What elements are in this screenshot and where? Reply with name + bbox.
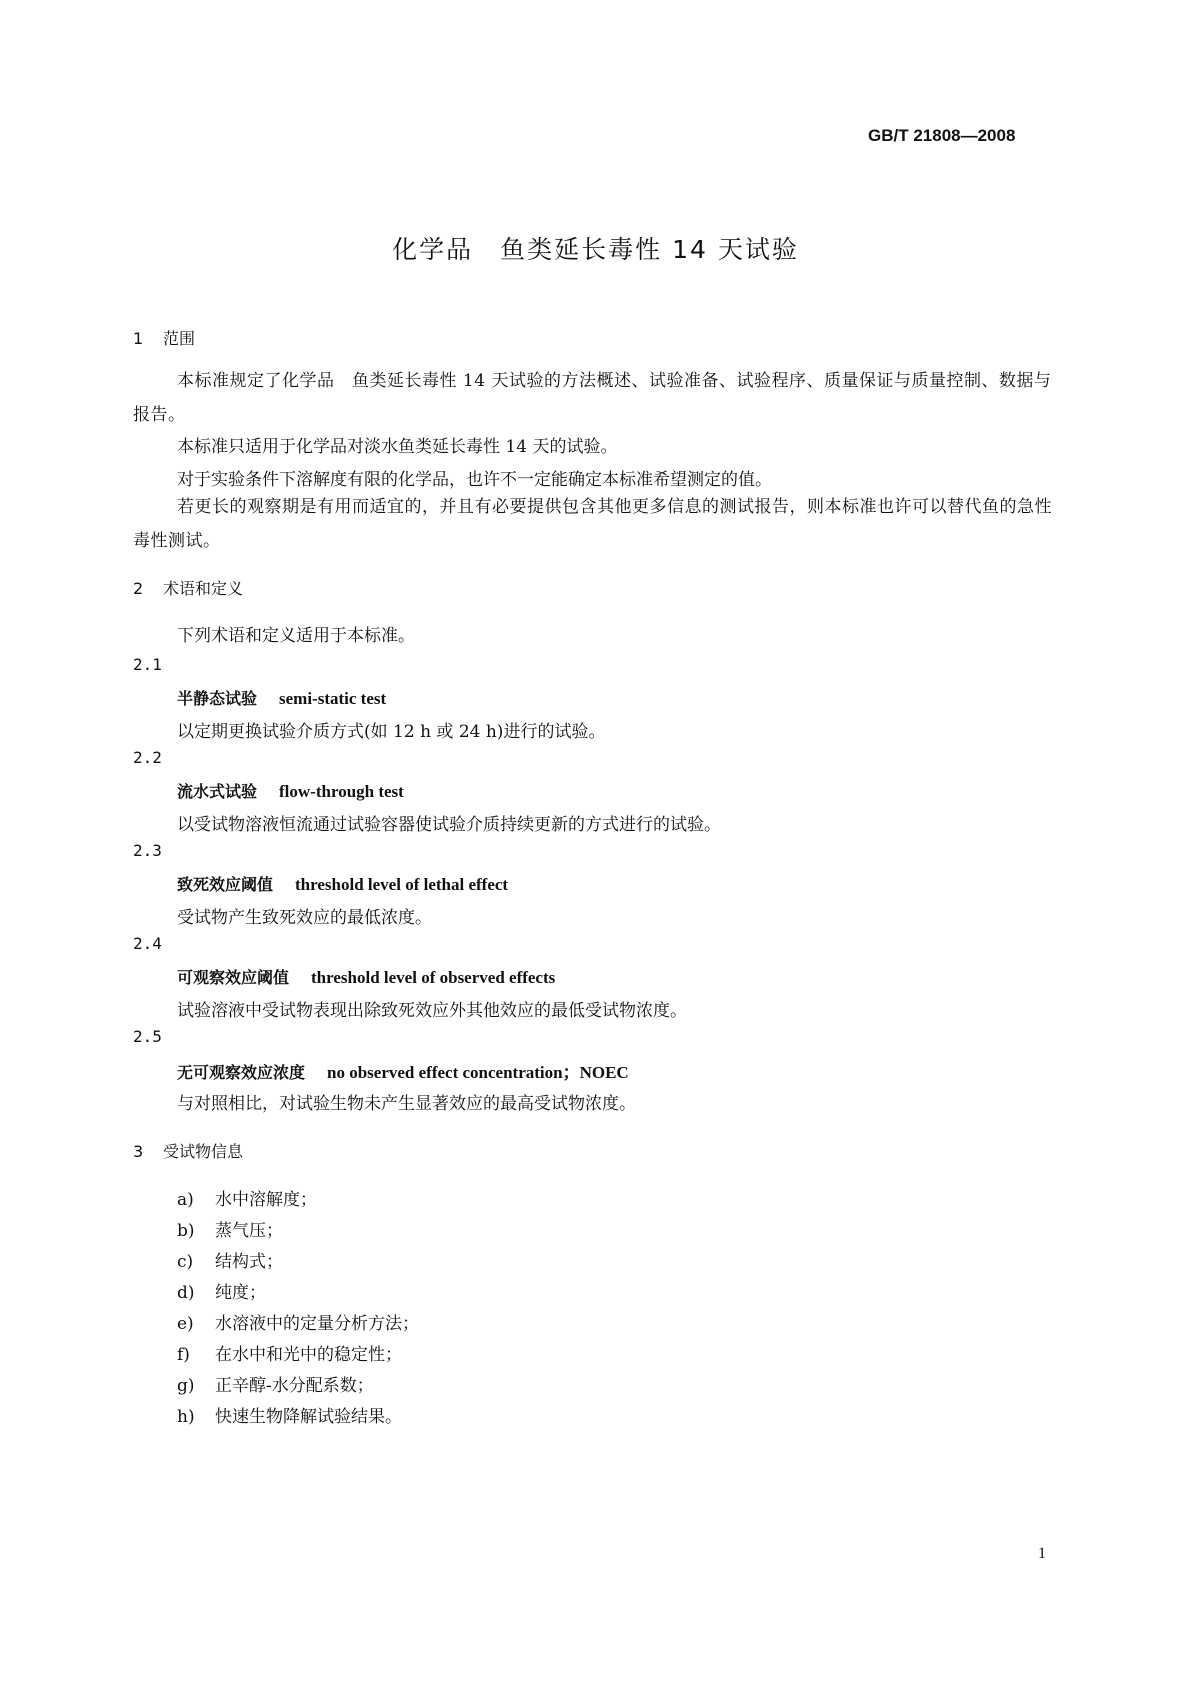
term-english: flow-through test bbox=[279, 782, 404, 801]
term-english: threshold level of lethal effect bbox=[295, 875, 509, 894]
list-item bbox=[177, 1216, 283, 1241]
term-heading bbox=[177, 1058, 629, 1083]
list-item bbox=[177, 1185, 317, 1210]
list-item-text: 正辛醇-水分配系数； bbox=[215, 1376, 374, 1396]
term-heading bbox=[177, 872, 508, 895]
list-item bbox=[177, 1247, 283, 1272]
list-item bbox=[177, 1402, 402, 1427]
term-number: 2.5 bbox=[133, 1027, 162, 1046]
term-english: no observed effect concentration；NOEC bbox=[327, 1063, 629, 1082]
term-definition: 与对照相比，对试验生物未产生显著效应的最高受试物浓度。 bbox=[177, 1094, 636, 1114]
section-title: 范围 bbox=[163, 329, 196, 348]
list-item-label: a) bbox=[177, 1190, 194, 1210]
term-chinese: 流水式试验 bbox=[177, 782, 258, 801]
term-definition: 试验溶液中受试物表现出除致死效应外其他效应的最低受试物浓度。 bbox=[177, 1001, 687, 1021]
term-definition: 以定期更换试验介质方式(如 12 h 或 24 h)进行的试验。 bbox=[177, 722, 606, 742]
section-title: 术语和定义 bbox=[163, 579, 244, 598]
standard-code: GB/T 21808—2008 bbox=[868, 126, 1016, 145]
section-number: 3 bbox=[133, 1142, 144, 1161]
term-definition: 以受试物溶液恒流通过试验容器使试验介质持续更新的方式进行的试验。 bbox=[177, 815, 721, 835]
term-chinese: 致死效应阈值 bbox=[177, 875, 274, 894]
list-item-text: 在水中和光中的稳定性； bbox=[215, 1345, 402, 1365]
document-title: 化学品 鱼类延长毒性 14 天试验 bbox=[392, 235, 799, 264]
term-english: threshold level of observed effects bbox=[311, 968, 556, 987]
term-chinese: 半静态试验 bbox=[177, 689, 258, 708]
list-item-label: b) bbox=[177, 1221, 195, 1241]
section-number: 1 bbox=[133, 329, 144, 348]
term-definition: 受试物产生致死效应的最低浓度。 bbox=[177, 908, 432, 928]
list-item-text: 结构式； bbox=[215, 1252, 283, 1272]
section-3-heading bbox=[133, 1139, 243, 1162]
list-item bbox=[177, 1278, 266, 1303]
term-heading bbox=[177, 965, 555, 988]
scope-paragraph-4: 若更长的观察期是有用而适宜的，并且有必要提供包含其他更多信息的测试报告，则本标准也许可以替代鱼的急性毒性测试。 bbox=[133, 497, 1052, 551]
term-number: 2.2 bbox=[133, 748, 162, 767]
term-number: 2.3 bbox=[133, 841, 162, 860]
list-item-label: e) bbox=[177, 1314, 194, 1334]
list-item bbox=[177, 1340, 402, 1365]
section-1-heading bbox=[133, 326, 195, 349]
list-item-text: 纯度； bbox=[215, 1283, 266, 1303]
term-chinese: 可观察效应阈值 bbox=[177, 968, 290, 987]
list-item-text: 蒸气压； bbox=[215, 1221, 283, 1241]
term-number: 2.1 bbox=[133, 655, 162, 674]
section-number: 2 bbox=[133, 579, 144, 598]
list-item-label: g) bbox=[177, 1376, 195, 1396]
page-number: 1 bbox=[1038, 1545, 1046, 1562]
list-item bbox=[177, 1371, 374, 1396]
term-chinese: 无可观察效应浓度 bbox=[177, 1063, 306, 1082]
list-item bbox=[177, 1309, 419, 1334]
list-item-label: h) bbox=[177, 1407, 195, 1427]
scope-paragraph-2: 本标准只适用于化学品对淡水鱼类延长毒性 14 天的试验。 bbox=[177, 437, 618, 457]
list-item-text: 快速生物降解试验结果。 bbox=[215, 1407, 402, 1427]
term-heading bbox=[177, 779, 404, 802]
terms-intro: 下列术语和定义适用于本标准。 bbox=[177, 626, 415, 646]
section-title: 受试物信息 bbox=[163, 1142, 244, 1161]
term-english: semi-static test bbox=[279, 689, 387, 708]
scope-paragraph-3: 对于实验条件下溶解度有限的化学品，也许不一定能确定本标准希望测定的值。 bbox=[177, 470, 772, 490]
list-item-label: c) bbox=[177, 1252, 194, 1272]
list-item-label: d) bbox=[177, 1283, 195, 1303]
scope-paragraph-1: 本标准规定了化学品 鱼类延长毒性 14 天试验的方法概述、试验准备、试验程序、质量保证与质量控制、数据与报告。 bbox=[133, 371, 1052, 425]
section-2-heading bbox=[133, 576, 243, 599]
list-item-text: 水中溶解度； bbox=[215, 1190, 317, 1210]
term-number: 2.4 bbox=[133, 934, 162, 953]
term-heading bbox=[177, 686, 386, 709]
list-item-label: f) bbox=[177, 1345, 190, 1365]
list-item-text: 水溶液中的定量分析方法； bbox=[215, 1314, 419, 1334]
